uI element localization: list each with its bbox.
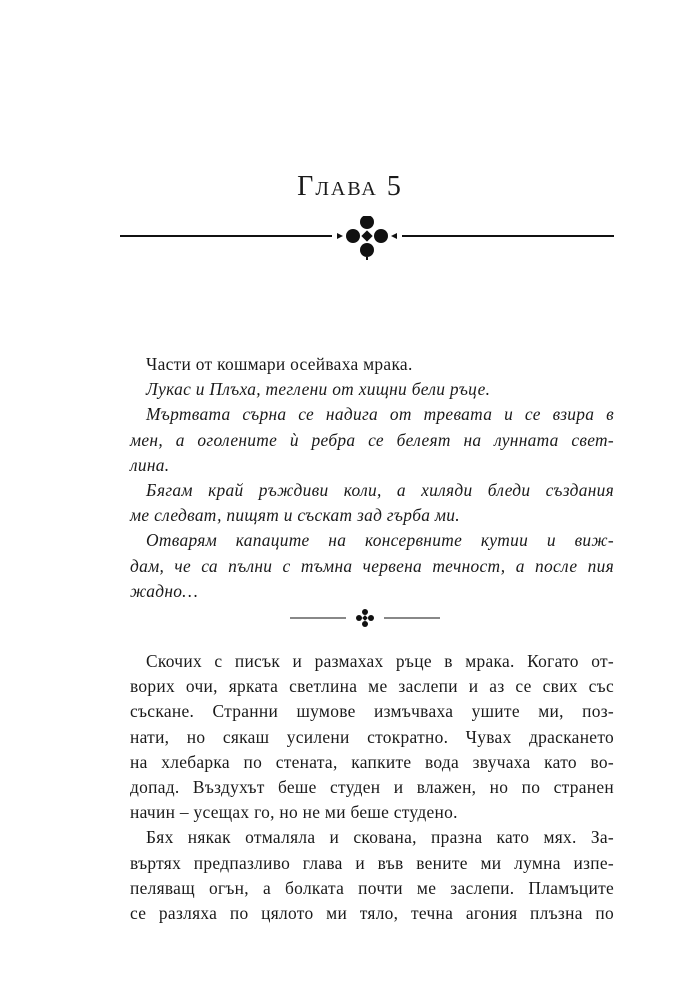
dream-line: Части от кошмари осейваха мрака. [146,354,413,374]
dream-line: Бягам край ръждиви коли, а хиляди бледи създания [146,480,614,501]
dream-line: лина. [130,454,170,475]
story-line: допад. Въздухът беше студен и влажен, но по странен [130,777,614,798]
story-line: нати, но сякаш усилени стократно. Чувах драскането [130,726,614,747]
dream-line: Лукас и Плъха, теглени от хищни бели ръце. [146,379,491,400]
chapter-title: Глава 5 [297,171,403,202]
story-line: съскане. Странни шумове измъчваха ушите ми, поз- [130,701,614,722]
dream-line: мен, а оголените ѝ ребра се белеят на лунната свет- [130,429,614,450]
dream-line: жадно… [130,580,199,601]
chapter-ornament-divider [120,216,614,260]
story-line: ворих очи, ярката светлина ме заслепи и аз се свих със [130,676,614,697]
section-separator [290,605,440,631]
story-line: въртях предпазливо глава и във вените ми лумна изпе- [130,852,614,873]
dream-passage [130,352,614,604]
story-line: начин – усещах го, но не ми беше студено. [130,802,458,823]
dream-line: дам, че са пълни с тъмна червена течност, а после пия [130,555,614,576]
fleuron-icon [337,216,397,260]
dream-line: Мъртвата сърна се надига от тревата и се взира в [146,404,614,425]
story-line: Бях някак отмаляла и скована, празна като мях. За- [146,827,614,848]
small-fleuron-icon [356,609,374,627]
story-line: на хлебарка по стената, капките вода звучаха като во- [130,751,614,772]
story-line: Скочих с писък и размахах ръце в мрака. Когато от- [146,651,614,671]
story-line: пеляващ огън, а болката почти ме заслепи. Пламъците [130,877,614,898]
story-line: се разляха по цялото ми тяло, течна агония плъзна по [130,903,614,924]
dream-line: ме следват, пищят и съскат зад гърба ми. [130,505,460,526]
dream-line: Отварям капаците на консервните кутии и виж- [146,530,614,551]
story-passage [130,649,614,926]
